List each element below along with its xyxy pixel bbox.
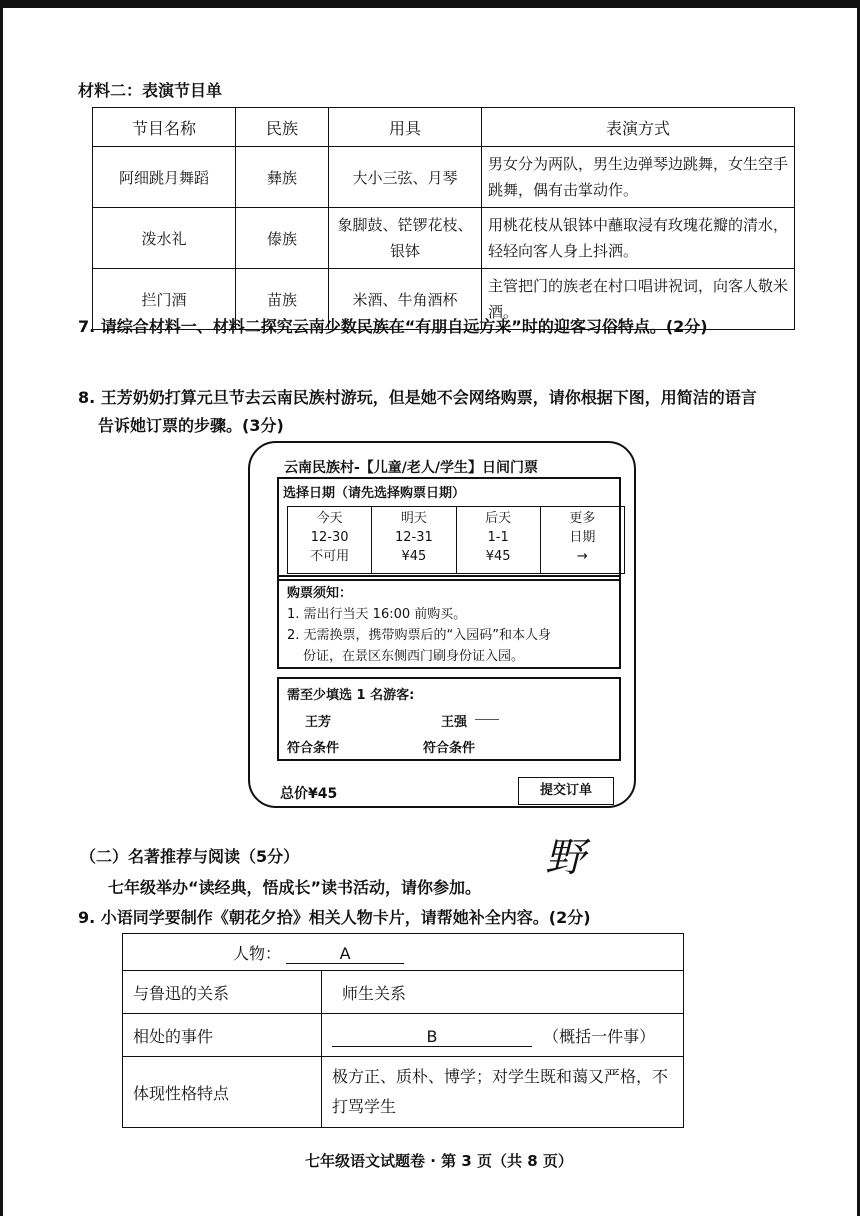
notice-title: 购票须知： [287, 586, 353, 601]
ticket-card [248, 441, 636, 808]
date-day: 今天 [316, 511, 343, 526]
handwritten-mark: 野 [545, 835, 585, 881]
row-label: 体现性格特点 [123, 1057, 322, 1128]
page-border-left [0, 0, 3, 1216]
table-row [123, 934, 684, 971]
table-row [123, 1014, 684, 1057]
header-tools: 用具 [329, 108, 482, 147]
tools: 象脚鼓、铓锣花枝、银钵 [329, 208, 482, 269]
date-option-day-after[interactable] [457, 507, 541, 573]
program-name: 泼水礼 [93, 208, 236, 269]
date-price: ¥45 [401, 549, 427, 564]
visitor-status: 符合条件 [287, 741, 340, 756]
table-row [93, 147, 795, 208]
table-row [93, 208, 795, 269]
date-option-tomorrow[interactable] [372, 507, 456, 573]
method: 用桃花枝从银钵中蘸取浸有玫瑰花瓣的清水，轻轻向客人身上抖洒。 [482, 208, 795, 269]
notice-panel [277, 575, 621, 669]
row-label: 相处的事件 [123, 1014, 322, 1057]
date-day: 后天 [485, 511, 512, 526]
arrow-right-icon: → [576, 549, 588, 564]
tools: 米酒、牛角酒杯 [329, 269, 482, 330]
submit-order-button[interactable]: 提交订单 [518, 777, 614, 805]
question-7: 7. 请综合材料一、材料二探究云南少数民族在“有朋自远方来”时的迎客习俗特点。(2分) [78, 317, 708, 336]
table-row [123, 971, 684, 1014]
scribble-line [475, 719, 499, 720]
visitor-label: 需至少填选 1 名游客: [287, 688, 415, 703]
date-day: 明天 [400, 511, 427, 526]
header-program: 节目名称 [93, 108, 236, 147]
date-option-today[interactable] [288, 507, 372, 573]
person-blank[interactable]: A [286, 944, 404, 964]
material2-heading: 材料二：表演节目单 [78, 81, 223, 100]
date-value: 12-31 [394, 530, 433, 545]
table-header-row [93, 108, 795, 147]
performance-table [92, 107, 795, 330]
row-value: 师生关系 [322, 971, 684, 1014]
character-card-table [122, 933, 684, 1128]
date-price: ¥45 [485, 549, 511, 564]
program-name: 拦门酒 [93, 269, 236, 330]
ethnic-name: 苗族 [236, 269, 329, 330]
visitor-name[interactable]: 王芳 [305, 715, 332, 730]
date-value: 日期 [569, 530, 596, 545]
header-method: 表演方式 [482, 108, 795, 147]
page-border-top [0, 0, 860, 8]
total-price: 总价¥45 [280, 786, 338, 802]
event-note: （概括一件事） [543, 1026, 656, 1046]
header-ethnic: 民族 [236, 108, 329, 147]
date-price: 不可用 [310, 549, 350, 564]
row-label: 与鲁迅的关系 [123, 971, 322, 1014]
table-row [123, 1057, 684, 1128]
method: 主管把门的族老在村口唱讲祝词，向客人敬米酒。 [482, 269, 795, 330]
ticket-title: 云南民族村-【儿童/老人/学生】日间门票 [284, 460, 539, 476]
question-8-line2: 告诉她订票的步骤。(3分) [98, 416, 284, 435]
question-8-line1: 8. 王芳奶奶打算元旦节去云南民族村游玩，但是她不会网络购票，请你根据下图，用简洁的语言 [78, 388, 757, 407]
program-name: 阿细跳月舞蹈 [93, 147, 236, 208]
date-day: 更多 [569, 511, 596, 526]
date-value: 1-1 [487, 530, 509, 545]
notice-item-1: 1. 需出行当天 16:00 前购买。 [287, 607, 467, 622]
page-footer: 七年级语文试题卷 · 第 3 页（共 8 页） [305, 1152, 573, 1170]
row-value: 极方正、质朴、博学；对学生既和蔼又严格，不打骂学生 [322, 1057, 684, 1128]
date-option-more[interactable] [541, 507, 624, 573]
date-grid [287, 506, 625, 574]
ethnic-name: 傣族 [236, 208, 329, 269]
notice-item-2b: 份证，在景区东侧西门刷身份证入园。 [303, 649, 525, 664]
tools: 大小三弦、月琴 [329, 147, 482, 208]
date-label: 选择日期（请先选择购票日期） [283, 486, 466, 501]
notice-item-2a: 2. 无需换票，携带购票后的“入园码”和本人身 [287, 628, 552, 643]
question-9: 9. 小语同学要制作《朝花夕拾》相关人物卡片，请帮她补全内容。(2分) [78, 908, 591, 927]
visitor-name[interactable]: 王强 [441, 715, 468, 730]
visitor-panel [277, 677, 621, 761]
event-blank[interactable]: B [332, 1027, 532, 1047]
date-value: 12-30 [310, 530, 349, 545]
method: 男女分为两队，男生边弹琴边跳舞，女生空手跳舞，偶有击掌动作。 [482, 147, 795, 208]
person-label: 人物： [233, 943, 282, 963]
visitor-status: 符合条件 [423, 741, 476, 756]
date-picker-panel [277, 477, 621, 581]
ethnic-name: 彝族 [236, 147, 329, 208]
section-heading: （二）名著推荐与阅读（5分） [80, 847, 300, 866]
activity-text: 七年级举办“读经典，悟成长”读书活动，请你参加。 [108, 878, 482, 897]
